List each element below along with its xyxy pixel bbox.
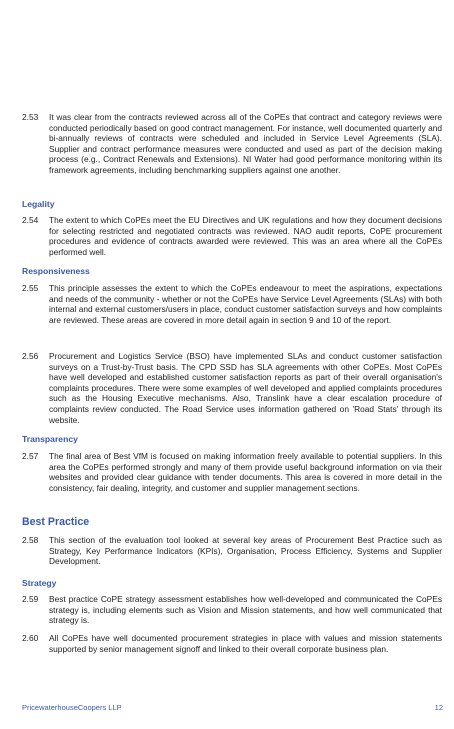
paragraph-text: Procurement and Logistics Service (BSO) have implemented SLAs and conduct customer satisfaction surveys on a Trust-by-Trust basis. The CPD SSD has SLA agreements with other CoPEs. Most CoPEs have well developed and established customer satisfaction reports as part of their overall organisation's complaints procedures. There were some examples of well developed and applied complaints procedures such as the Housing Executive mechanisms. Also, Translink have a clear escalation procedure of complaints review conducted. The Road Service uses information gathered on 'Road Stats' through its website. [49,351,442,425]
paragraph-number: 2.58 [22,535,39,545]
paragraph-number: 2.54 [22,215,39,225]
paragraph-2-53 [22,112,442,176]
paragraph-text: It was clear from the contracts reviewed across all of the CoPEs that contract and category reviews were conducted periodically based on good contract management. For instance, well documented quarterly and bi-annually reviews of contracts were scheduled and included in Service Level Agreements (SLA). Supplier and contract performance measures were conducted and used as part of the decision making process (e.g., Contract Renewals and Extensions). NI Water had good performance monitoring within its framework agreements, including benchmarking suppliers against one another. [49,112,442,175]
paragraph-text: All CoPEs have well documented procurement strategies in place with values and mission statements supported by senior management signoff and linked to their overall corporate business plan. [49,633,442,654]
paragraph-text: Best practice CoPE strategy assessment establishes how well-developed and communicated the CoPEs strategy is, including elements such as Vision and Mission statements, and how well communicated that strategy is. [49,594,442,626]
paragraph-2-57 [22,451,442,493]
paragraph-text: This section of the evaluation tool looked at several key areas of Procurement Best Practice such as Strategy, Key Performance Indicators (KPIs), Organisation, Process Efficiency, Systems and Supplier Development. [49,535,442,567]
heading-responsiveness: Responsiveness [22,266,90,276]
heading-strategy: Strategy [22,578,57,588]
paragraph-number: 2.59 [22,594,39,604]
paragraph-2-59 [22,594,442,626]
heading-transparency: Transparency [22,434,78,444]
paragraph-2-54 [22,215,442,257]
paragraph-number: 2.57 [22,451,39,461]
paragraph-number: 2.55 [22,283,39,293]
footer-page-number: 12 [434,703,443,712]
paragraph-number: 2.56 [22,351,39,361]
paragraph-text: The final area of Best VfM is focused on making information freely available to potential suppliers. In this area the CoPEs performed strongly and many of them provide useful background information on via their websites and provided clear guidance with tender documents. This area is covered in more detail in the consistency, fair dealing, integrity, and customer and supplier management sections. [49,451,442,493]
heading-best-practice: Best Practice [22,516,90,528]
paragraph-2-56 [22,351,442,425]
paragraph-2-58 [22,535,442,567]
heading-legality: Legality [22,199,55,209]
paragraph-2-55 [22,283,442,325]
paragraph-text: This principle assesses the extent to which the CoPEs endeavour to meet the aspirations, expectations and needs of the community - whether or not the CoPEs have Service Level Agreements (SLAs) with both internal and external customers/users in place, conduct customer satisfaction surveys and how complaints are reviewed. These areas are covered in more detail again in section 9 and 10 of the report. [49,283,442,325]
paragraph-text: The extent to which CoPEs meet the EU Directives and UK regulations and how they document decisions for selecting restricted and negotiated contracts was reviewed. NAO audit reports, CoPE procurement procedures and evidence of contracts awarded were reviewed. This was an area where all the CoPEs performed well. [49,215,442,257]
paragraph-number: 2.53 [22,112,39,122]
footer-company: PricewaterhouseCoopers LLP [22,703,122,712]
paragraph-2-60 [22,633,442,654]
paragraph-number: 2.60 [22,633,39,643]
